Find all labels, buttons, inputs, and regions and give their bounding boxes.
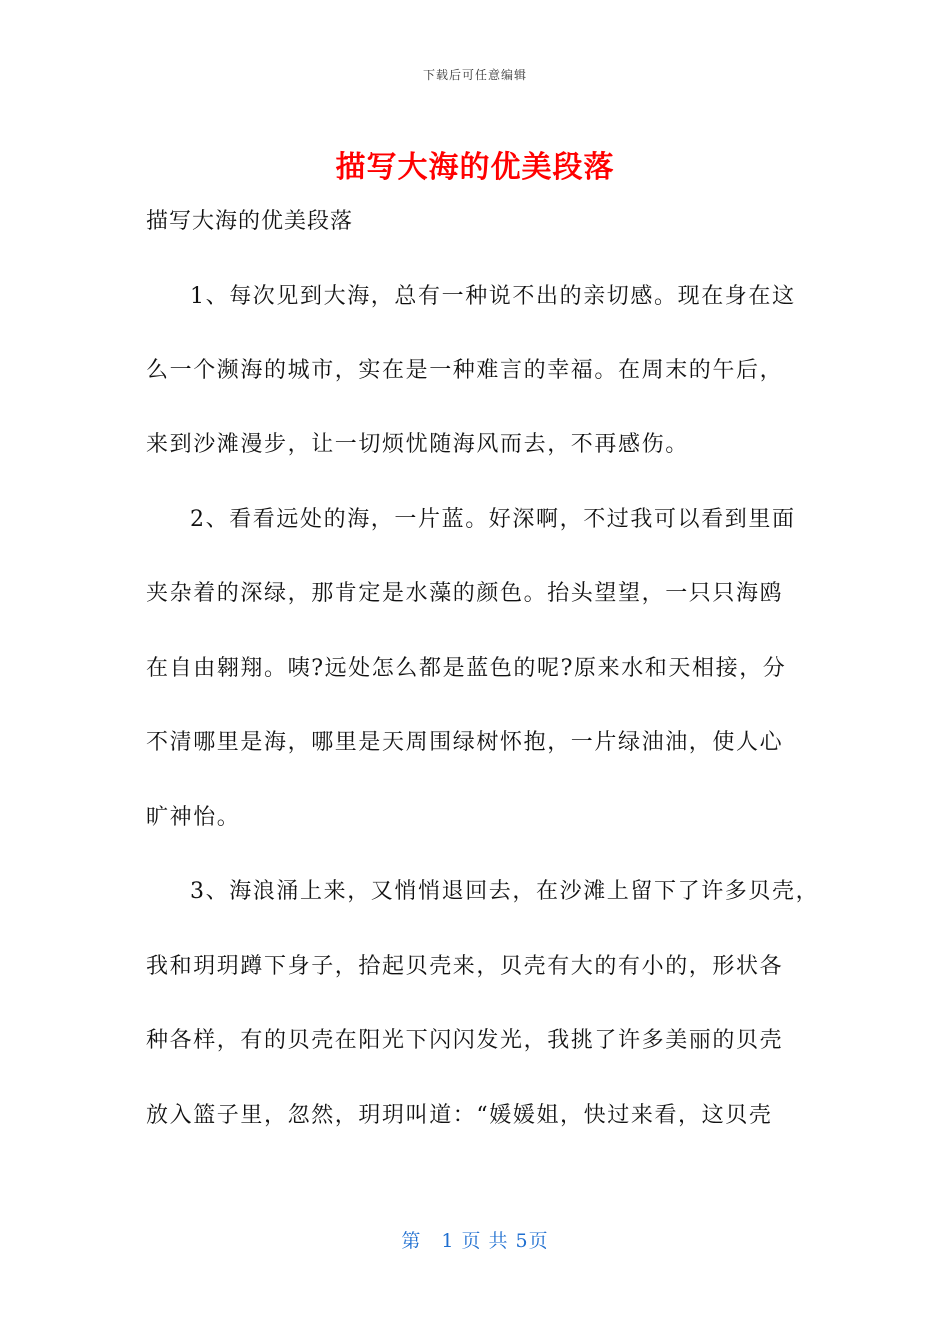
header-note: 下载后可任意编辑 [422,68,527,82]
paragraph-3-line-3: 种各样，有的贝壳在阳光下闪闪发光，我挑了许多美丽的贝壳 [146,1028,784,1053]
paragraph-2-line-1: 2、看看远处的海，一片蓝。好深啊，不过我可以看到里面 [190,507,796,532]
paragraph-2-line-2: 夹杂着的深绿，那肯定是水藻的颜色。抬头望望，一只只海鸥 [146,581,784,606]
page-number-footer: 第 1 页 共 5页 [401,1230,549,1252]
paragraph-1-line-2: 么一个濒海的城市，实在是一种难言的幸福。在周末的午后， [146,358,784,383]
paragraph-1-line-3: 来到沙滩漫步，让一切烦忧随海风而去，不再感伤。 [146,432,689,457]
paragraph-3-line-2: 我和玥玥蹲下身子，拾起贝壳来，贝壳有大的有小的，形状各 [146,954,784,979]
paragraph-1-line-1: 1、每次见到大海，总有一种说不出的亲切感。现在身在这 [190,284,796,309]
paragraph-3-line-1: 3、海浪涌上来，又悄悄退回去，在沙滩上留下了许多贝壳， [190,879,820,904]
paragraph-2-line-3: 在自由翱翔。咦?远处怎么都是蓝色的呢?原来水和天相接，分 [146,656,787,681]
paragraph-2-line-4: 不清哪里是海，哪里是天周围绿树怀抱，一片绿油油，使人心 [146,730,784,755]
paragraph-3-line-4: 放入篮子里，忽然，玥玥叫道：“媛媛姐，快过来看，这贝壳 [146,1103,773,1128]
paragraph-2-line-5: 旷神怡。 [146,805,241,830]
document-title: 描写大海的优美段落 [335,150,615,185]
document-subtitle: 描写大海的优美段落 [146,209,354,234]
